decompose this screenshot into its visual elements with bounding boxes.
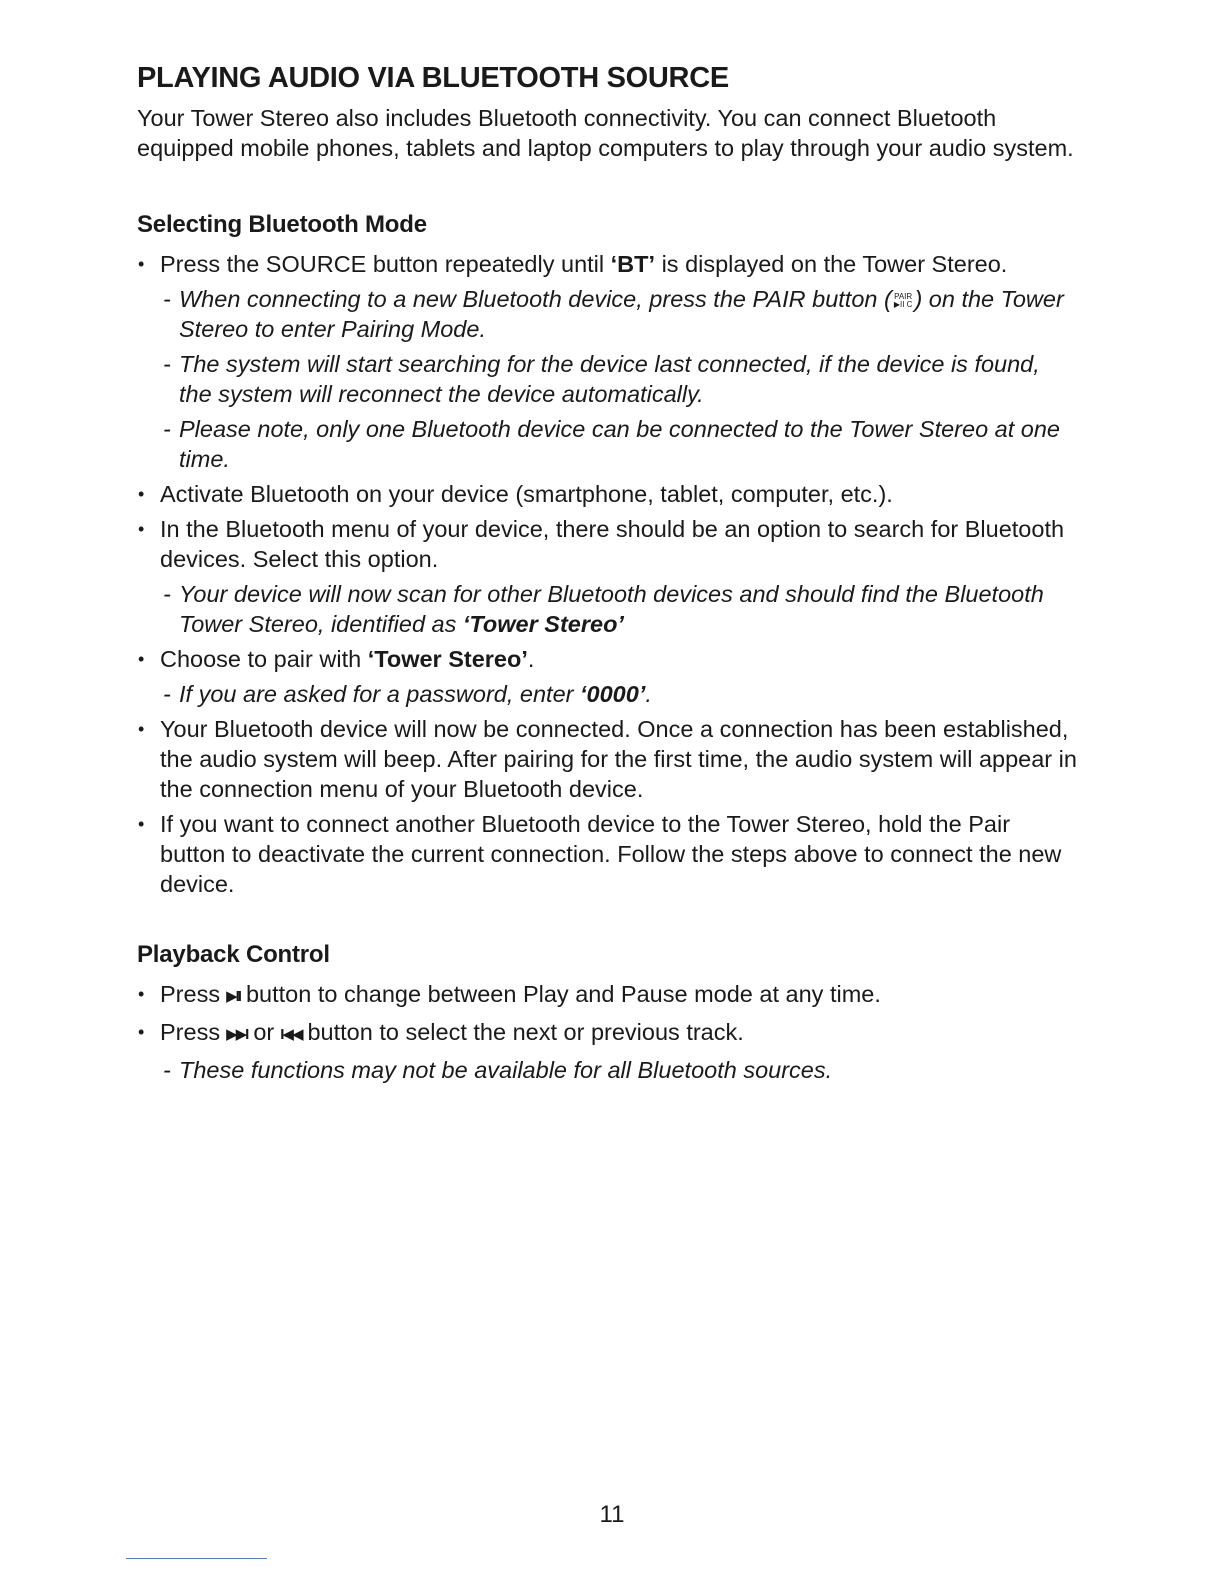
sub-note-scan: - Your device will now scan for other Bluetooth devices and should find the Bluetooth Tower Stereo, identified as ‘Tower Stereo’	[161, 579, 1077, 639]
bullet-connect-another: • If you want to connect another Bluetooth device to the Tower Stereo, hold the Pair button to deactivate the current connection. Follow the steps above to connect the new device.	[137, 809, 1077, 899]
bullet-choose-pair: • Choose to pair with ‘Tower Stereo’.	[137, 644, 1077, 674]
bullet-press-source: • Press the SOURCE button repeatedly until ‘BT’ is displayed on the Tower Stereo.	[137, 249, 1077, 279]
bullet-next-previous: • Press ▶▶I or I◀◀ button to select the next or previous track.	[137, 1017, 1077, 1050]
sub-note-auto-reconnect: - The system will start searching for the device last connected, if the device is found, the system will reconnect the device automatically.	[161, 349, 1077, 409]
footer-rule	[126, 1558, 267, 1559]
sub-note-availability: - These functions may not be available for all Bluetooth sources.	[161, 1055, 1077, 1085]
bullet-search-devices: • In the Bluetooth menu of your device, there should be an option to search for Bluetooth devices. Select this option.	[137, 514, 1077, 574]
section-heading-selecting-bluetooth-mode: Selecting Bluetooth Mode	[137, 211, 427, 238]
pair-button-icon: PAIR ▶II C	[893, 291, 913, 309]
page-title: PLAYING AUDIO VIA BLUETOOTH SOURCE	[137, 62, 729, 94]
bullet-play-pause: • Press ▶II button to change between Play and Pause mode at any time.	[137, 979, 1077, 1012]
section-heading-playback-control: Playback Control	[137, 941, 330, 968]
sub-note-password: - If you are asked for a password, enter ‘0000’.	[161, 679, 1077, 709]
sub-note-one-device: - Please note, only one Bluetooth device can be connected to the Tower Stereo at one time.	[161, 414, 1077, 474]
bullet-activate-bluetooth: • Activate Bluetooth on your device (smartphone, tablet, computer, etc.).	[137, 479, 1077, 509]
next-track-icon: ▶▶I	[226, 1026, 248, 1043]
play-pause-icon: ▶II	[226, 988, 240, 1005]
bullet-connected: • Your Bluetooth device will now be connected. Once a connection has been established, the audio system will beep. After pairing for the first time, the audio system will appear in the connection menu of your Bluetooth device.	[137, 714, 1077, 804]
intro-paragraph: Your Tower Stereo also includes Bluetooth connectivity. You can connect Bluetooth equipped mobile phones, tablets and laptop computers to play through your audio system.	[137, 105, 1074, 161]
previous-track-icon: I◀◀	[280, 1026, 302, 1043]
document-page	[137, 62, 1077, 1090]
page-number: 11	[599, 1501, 625, 1528]
sub-note-pair-button: - When connecting to a new Bluetooth device, press the PAIR button ( PAIR ▶II C ) on the Tower Stereo to enter Pairing Mode.	[161, 284, 1077, 344]
